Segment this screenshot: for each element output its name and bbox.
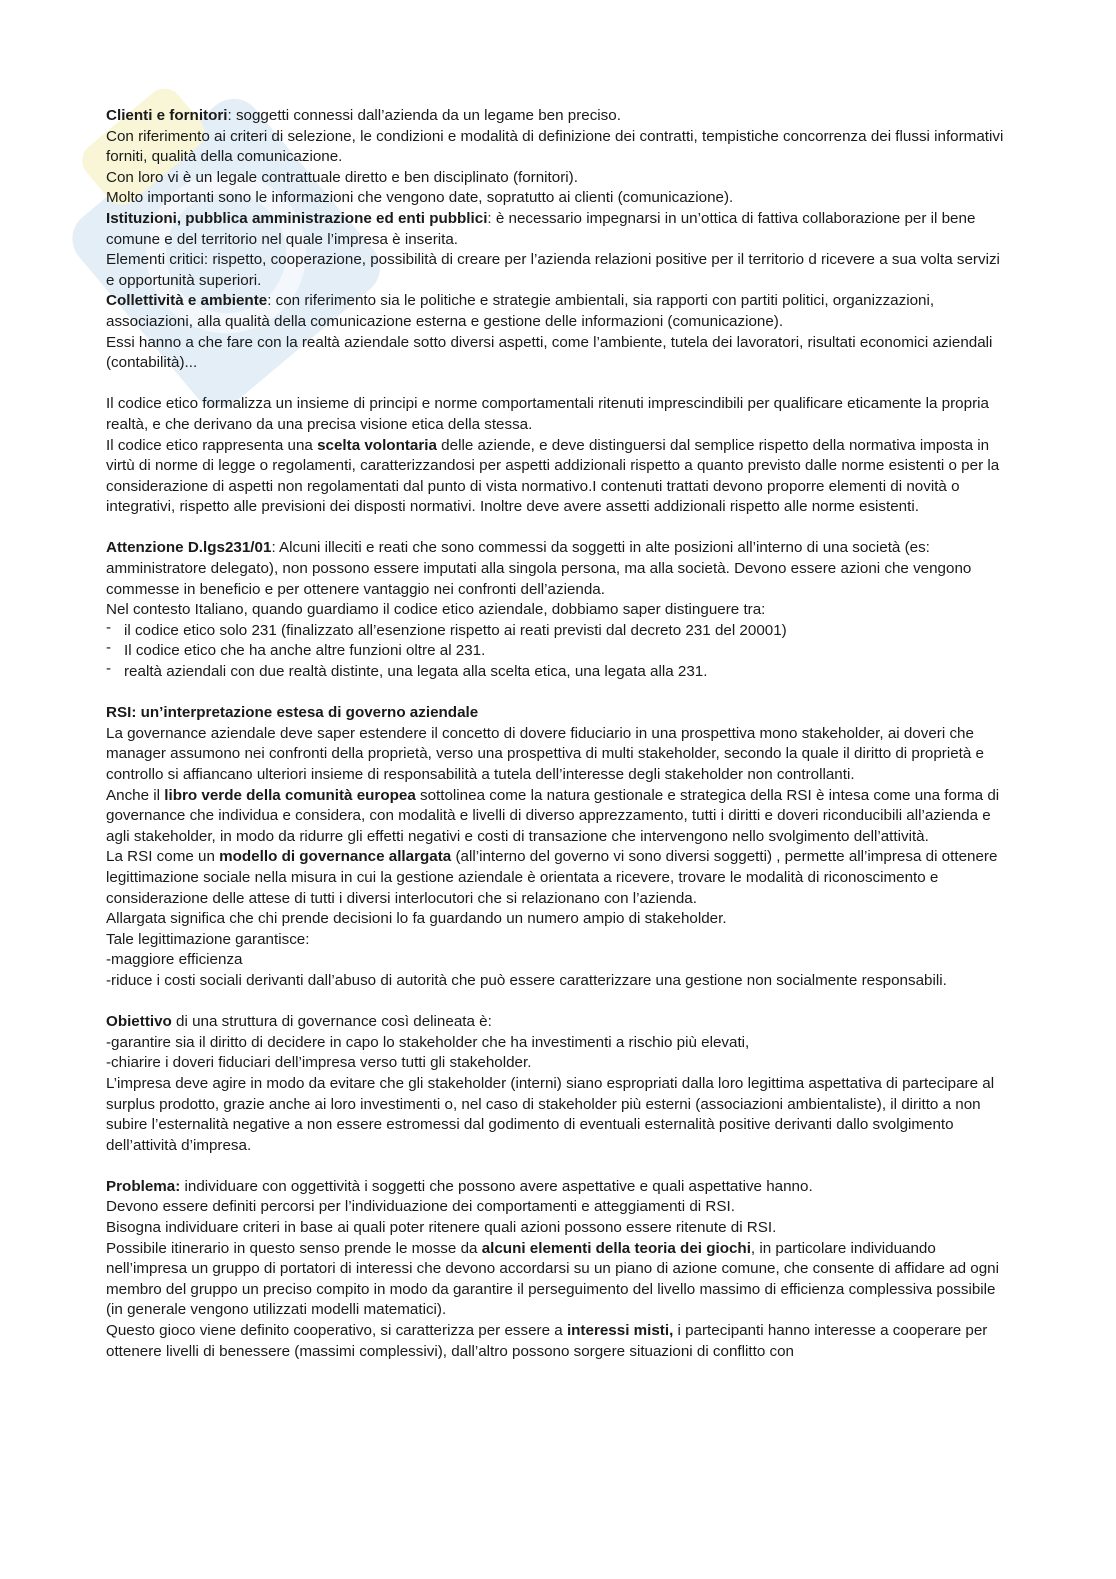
list-item: - realtà aziendali con due realtà distinte, una legata alla scelta etica, una legata alla 231. bbox=[106, 660, 708, 681]
devono-paragraph: Devono essere definiti percorsi per l’individuazione dei comportamenti e atteggiamenti di RSI. bbox=[106, 1198, 735, 1216]
clienti-heading: Clienti e fornitori bbox=[106, 107, 228, 124]
teoria-giochi-bold: alcuni elementi della teoria dei giochi bbox=[481, 1239, 751, 1257]
spacer bbox=[106, 992, 1006, 1013]
collettivita-paragraph: Collettività e ambiente: con riferimento sia le politiche e strategie ambientali, sia rapporti con partiti politici, organizzazioni, associazioni, alla qualità della comunicazione esterna e gestione delle informazioni (comunicazione). bbox=[106, 292, 935, 330]
scelta-volontaria-bold: scelta volontaria bbox=[317, 436, 437, 454]
obiettivo-heading: Obiettivo bbox=[106, 1013, 172, 1031]
spacer bbox=[106, 1156, 1006, 1177]
obiettivo-paragraph: Obiettivo di una struttura di governance così delineata è: bbox=[106, 1013, 492, 1031]
list-item: - Il codice etico che ha anche altre funzioni oltre al 231. bbox=[106, 639, 486, 660]
allargata-paragraph: Allargata significa che chi prende decisioni lo fa guardando un numero ampio di stakeholder. bbox=[106, 910, 727, 928]
loro-paragraph: Con loro vi è un legale contrattuale diretto e ben disciplinato (fornitori). bbox=[106, 168, 578, 186]
essi-paragraph: Essi hanno a che fare con la realtà aziendale sotto diversi aspetti, come l’ambiente, tutela dei lavoratori, risultati economici aziendali (contabilità)... bbox=[106, 333, 993, 372]
efficienza-paragraph: -maggiore efficienza bbox=[106, 951, 243, 969]
chiarire-paragraph: -chiarire i doveri fiduciari dell’impresa verso tutti gli stakeholder. bbox=[106, 1054, 532, 1072]
collettivita-heading: Collettività e ambiente bbox=[106, 292, 268, 310]
clienti-paragraph: Clienti e fornitori: soggetti connessi dall’azienda da un legame ben preciso. bbox=[106, 107, 621, 124]
dash-bullet: - bbox=[106, 639, 112, 657]
gioco-paragraph: Questo gioco viene definito cooperativo, si caratterizza per essere a interessi misti, i partecipanti hanno interesse a cooperare per ottenere livelli di benessere (massimi complessivi), dall’altro possono sorgere situazioni di conflitto con bbox=[106, 1322, 988, 1360]
contesto-paragraph: Nel contesto Italiano, quando guardiamo il codice etico aziendale, dobbiamo saper distinguere tra: bbox=[106, 601, 766, 619]
list-item: - il codice etico solo 231 (finalizzato all’esenzione rispetto ai reati previsti dal decreto 231 del 20001) bbox=[106, 618, 787, 639]
garantire-paragraph: -garantire sia il diritto di decidere in capo lo stakeholder che ha investimenti a rischio più elevati, bbox=[106, 1033, 750, 1051]
riferimento-paragraph: Con riferimento ai criteri di selezione, le condizioni e modalità di definizione dei contratti, tempistiche concorrenza dei flussi informativi forniti, qualità della comunicazione. bbox=[106, 127, 1004, 166]
itinerario-paragraph: Possibile itinerario in questo senso prende le mosse da alcuni elementi della teoria dei giochi, in particolare individuando nell’impresa un gruppo di portatori di interessi che devono accordarsi su un piano di azione comune, che consente di affidare ad ogni membro del gruppo un preciso compito in modo da garantire il perseguimento del livello massimo di efficienza complessiva possibile (in generale vengono utilizzati modelli matematici). bbox=[106, 1239, 999, 1319]
tale-paragraph: Tale legittimazione garantisce: bbox=[106, 930, 310, 948]
riduce-paragraph: -riduce i costi sociali derivanti dall’abuso di autorità che può essere caratterizzare una gestione non socialmente responsabili. bbox=[106, 971, 947, 989]
attenzione-paragraph: Attenzione D.lgs231/01: Alcuni illeciti e reati che sono commessi da soggetti in alte posizioni all’interno di una società (es: amministratore delegato), non possono essere imputati alla singola persona, ma alla società. Devono essere azioni che vengono commesse in beneficio e per ottenere vantaggio nei confronti dell’azienda. bbox=[106, 539, 972, 598]
modello-paragraph: La RSI come un modello di governance allargata (all’interno del governo vi sono diversi soggetti) , permette all’impresa di ottenere legittimazione sociale nella misura in cui la gestione aziendale è orientata a ricevere, trovare le modalità di riconoscimento e considerazione delle attese di tutti i diversi interlocutori che si relazionano con l’azienda. bbox=[106, 848, 998, 907]
libro-verde-paragraph: Anche il libro verde della comunità europea sottolinea come la natura gestionale e strategica della RSI è intesa come una forma di governance che individua e considera, con modalità e livelli di diverso apprezzamento, tutti i diritti e doveri riconducibili all’azienda e agli stakeholder, in modo da ridurre gli effetti negativi e costi di transazione che intervengono nello svolgimento dell’attività. bbox=[106, 786, 1000, 845]
interessi-misti-bold: interessi misti, bbox=[566, 1322, 674, 1340]
dash-bullet: - bbox=[106, 618, 112, 636]
libro-verde-bold: libro verde della comunità europea bbox=[164, 786, 416, 804]
spacer bbox=[106, 374, 1006, 395]
problema-heading: Problema: bbox=[106, 1177, 181, 1195]
codice-etico-paragraph-1: Il codice etico formalizza un insieme di principi e norme comportamentali ritenuti imprescindibili per qualificare eticamente la propria realtà, e che derivano da una precisa visione etica della stessa. bbox=[106, 395, 989, 433]
modello-governance-bold: modello di governance allargata bbox=[219, 848, 452, 866]
elementi-paragraph: Elementi critici: rispetto, cooperazione, possibilità di creare per l’azienda relazioni positive per il territorio d ricevere a sua volta servizi e opportunità superiori. bbox=[106, 251, 1000, 289]
istituzioni-heading: Istituzioni, pubblica amministrazione ed enti pubblici bbox=[106, 209, 488, 227]
impresa-paragraph: L’impresa deve agire in modo da evitare che gli stakeholder (interni) siano espropriati dalla loro legittima aspettativa di partecipare al surplus prodotto, grazie anche ai loro investimenti o, nel caso di stakeholder più esterni (associazioni ambientaliste), il diritto a non subire l’esternalità negative a non essere estromessi dal godimento di eventuali esternalità positive derivanti dallo svolgimento dell’attività d’impresa. bbox=[106, 1074, 995, 1154]
bisogna-paragraph: Bisogna individuare criteri in base ai quali poter ritenere quali azioni possono essere ritenute di RSI. bbox=[106, 1219, 777, 1237]
spacer bbox=[106, 683, 1006, 704]
spacer bbox=[106, 518, 1006, 539]
governance-paragraph: La governance aziendale deve saper estendere il concetto di dovere fiduciario in una prospettiva mono stakeholder, ai doveri che manager assumono nei confronti della proprietà, verso una prospettiva di multi stakeholder, secondo la quale il diritto di proprietà e controllo si affiancano ulteriori insieme di responsabilità a tutela dell’interesse degli stakeholder non controllanti. bbox=[106, 724, 985, 783]
document-page bbox=[106, 106, 1006, 1362]
rsi-heading: RSI: un’interpretazione estesa di governo aziendale bbox=[106, 704, 479, 722]
molto-paragraph: Molto importanti sono le informazioni che vengono date, sopratutto ai clienti (comunicazione). bbox=[106, 189, 734, 207]
codice-etico-paragraph-2: Il codice etico rappresenta una scelta volontaria delle aziende, e deve distinguersi dal semplice rispetto della normativa imposta in virtù di norme di legge o regolamenti, caratterizzandosi per aspetti addizionali rispetto a quanto previsto dalle norme esistenti o per la considerazione di aspetti non regolamentati dal punto di vista normativo.I contenuti trattati devono proporre elementi di novità o integrativi, rispetto alle previsioni dei disposti normativi. Inoltre deve avere assetti addizionali rispetto alle norme esistenti. bbox=[106, 436, 1000, 516]
dash-bullet: - bbox=[106, 660, 112, 678]
attenzione-heading: Attenzione D.lgs231/01 bbox=[106, 539, 272, 557]
problema-paragraph: Problema: individuare con oggettività i soggetti che possono avere aspettative e quali aspettative hanno. bbox=[106, 1177, 813, 1195]
istituzioni-paragraph: Istituzioni, pubblica amministrazione ed enti pubblici: è necessario impegnarsi in un’ottica di fattiva collaborazione per il bene comune e del territorio nel quale l’impresa è inserita. bbox=[106, 209, 976, 248]
